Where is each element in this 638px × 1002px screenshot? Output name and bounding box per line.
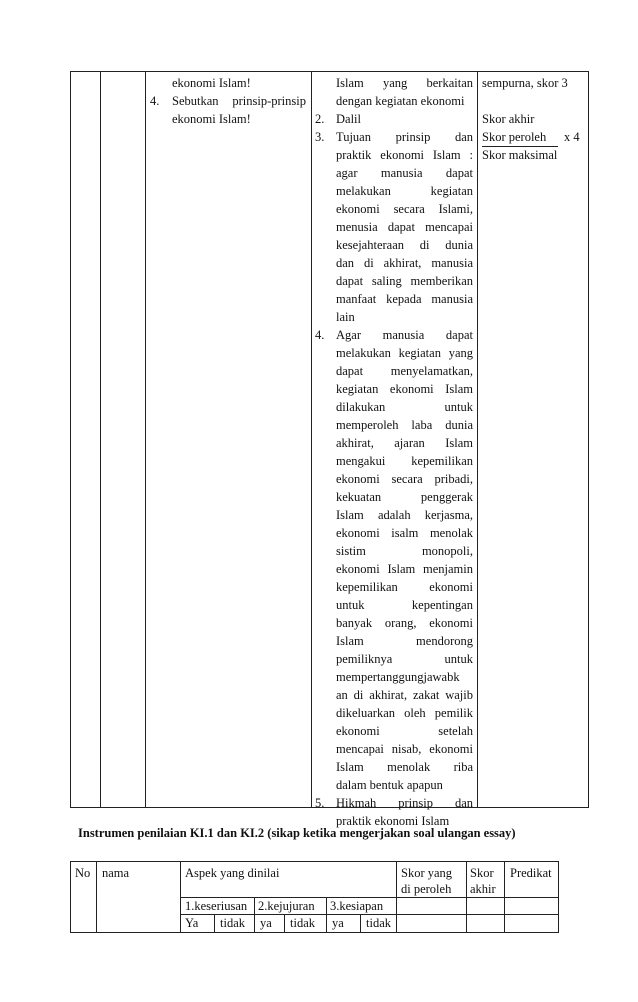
answer-line: sistim monopoli, [336,544,473,558]
header-aspek: Aspek yang dinilai [185,866,280,880]
answer-line: Islam yang berkaitan [336,76,473,90]
top-table-col-border [588,71,589,808]
question-line: Sebutkan prinsip-prinsip [172,94,306,108]
header-skor-akhir: Skor [470,866,494,880]
answer-line: Islam adalah kerjasma, [336,508,473,522]
answer-line: Islam mendorong [336,634,473,648]
table-border [214,914,215,933]
subheader-tidak: tidak [220,916,245,930]
answer-line: ekonomi isalm menolak [336,526,473,540]
aspect-keseriusan: 1.keseriusan [185,899,248,913]
answer-line: agar manusia dapat [336,166,473,180]
table-border [254,897,255,933]
answer-line: mempertanggungjawabk [336,670,460,684]
table-border [360,914,361,933]
table-border [396,861,397,933]
answer-line: Dalil [336,112,361,126]
answer-line: dapat menyelamatkan, [336,364,473,378]
aspect-kejujuran: 2.kejujuran [258,899,315,913]
subheader-ya: Ya [185,916,199,930]
table-border [70,861,71,933]
question-line: ekonomi Islam! [172,112,251,126]
answer-line: melakukan kegiatan yang [336,346,473,360]
answer-line: dilakukan untuk [336,400,473,414]
top-table-col-border [70,71,71,808]
table-border [326,897,327,933]
fraction-multiplier: x 4 [564,130,580,144]
table-border [70,932,558,933]
top-table-bottom-border [70,807,588,808]
table-border [504,861,505,933]
subheader-tidak: tidak [366,916,391,930]
answer-line: lain [336,310,355,324]
answer-line: dengan kegiatan ekonomi [336,94,465,108]
table-border [558,861,559,933]
subheader-ya: ya [260,916,272,930]
question-line: ekonomi Islam! [172,76,251,90]
top-table-col-border [477,71,478,808]
answer-line: kesejahteraan di dunia [336,238,473,252]
aspect-kesiapan: 3.kesiapan [330,899,384,913]
answer-line: an di akhirat, zakat wajib [336,688,473,702]
skor-akhir-label: Skor akhir [482,112,535,126]
answer-line: ekonomi secara pribadi, [336,472,473,486]
table-border [284,914,285,933]
header-skor-akhir: akhir [470,882,496,896]
top-table-col-border [311,71,312,808]
answer-line: praktik ekonomi Islam : [336,148,473,162]
answer-line: akhirat, ajaran Islam [336,436,473,450]
header-predikat: Predikat [510,866,552,880]
answer-line: kepemilikan ekonomi [336,580,473,594]
answer-line: Agar manusia dapat [336,328,473,342]
scoring-text: sempurna, skor 3 [482,76,568,90]
header-nama: nama [102,866,130,880]
table-border [70,861,558,862]
answer-line: mengakui kepemilikan [336,454,473,468]
answer-line: melakukan kegiatan [336,184,473,198]
subheader-ya: ya [332,916,344,930]
answer-line: pemiliknya untuk [336,652,473,666]
answer-line: dikeluarkan oleh pemilik [336,706,473,720]
answer-line: Hikmah prinsip dan [336,796,473,810]
answer-line: untuk kepentingan [336,598,473,612]
answer-line: dan di akhirat, manusia [336,256,473,270]
answer-line: kekuatan penggerak [336,490,473,504]
answer-number: 3. [315,130,325,144]
answer-line: dapat saling memberikan [336,274,473,288]
subheader-tidak: tidak [290,916,315,930]
top-table-col-border [100,71,101,808]
answer-number: 5. [315,796,325,810]
table-border [180,861,181,933]
answer-line: Islam menolak riba [336,760,473,774]
answer-line: kegiatan ekonomi Islam [336,382,473,396]
header-skor-peroleh: Skor yang [401,866,453,880]
answer-line: ekonomi secara Islami, [336,202,473,216]
answer-line: ekonomi Islam menjamin [336,562,473,576]
answer-line: banyak orang, ekonomi [336,616,473,630]
header-no: No [75,866,91,880]
question-number: 4. [150,94,160,108]
answer-number: 4. [315,328,325,342]
answer-line: memperoleh laba dunia [336,418,473,432]
answer-number: 2. [315,112,325,126]
answer-line: menusia dapat mencapai [336,220,473,234]
section-title: Instrumen penilaian KI.1 dan KI.2 (sikap ketika mengerjakan soal ulangan essay) [78,826,516,840]
table-border [96,861,97,933]
top-table-top-border [70,71,588,72]
top-table-col-border [145,71,146,808]
answer-line: dalam bentuk apapun [336,778,443,792]
answer-line: ekonomi setelah [336,724,473,738]
answer-line: manfaat kepada manusia [336,292,473,306]
header-skor-peroleh: di peroleh [401,882,452,896]
table-border [466,861,467,933]
fraction-numerator: Skor peroleh [482,130,547,144]
answer-line: praktik ekonomi Islam [336,814,450,828]
answer-line: Tujuan prinsip dan [336,130,473,144]
answer-line: mencapai nisab, ekonomi [336,742,473,756]
fraction-denominator: Skor maksimal [482,148,558,162]
